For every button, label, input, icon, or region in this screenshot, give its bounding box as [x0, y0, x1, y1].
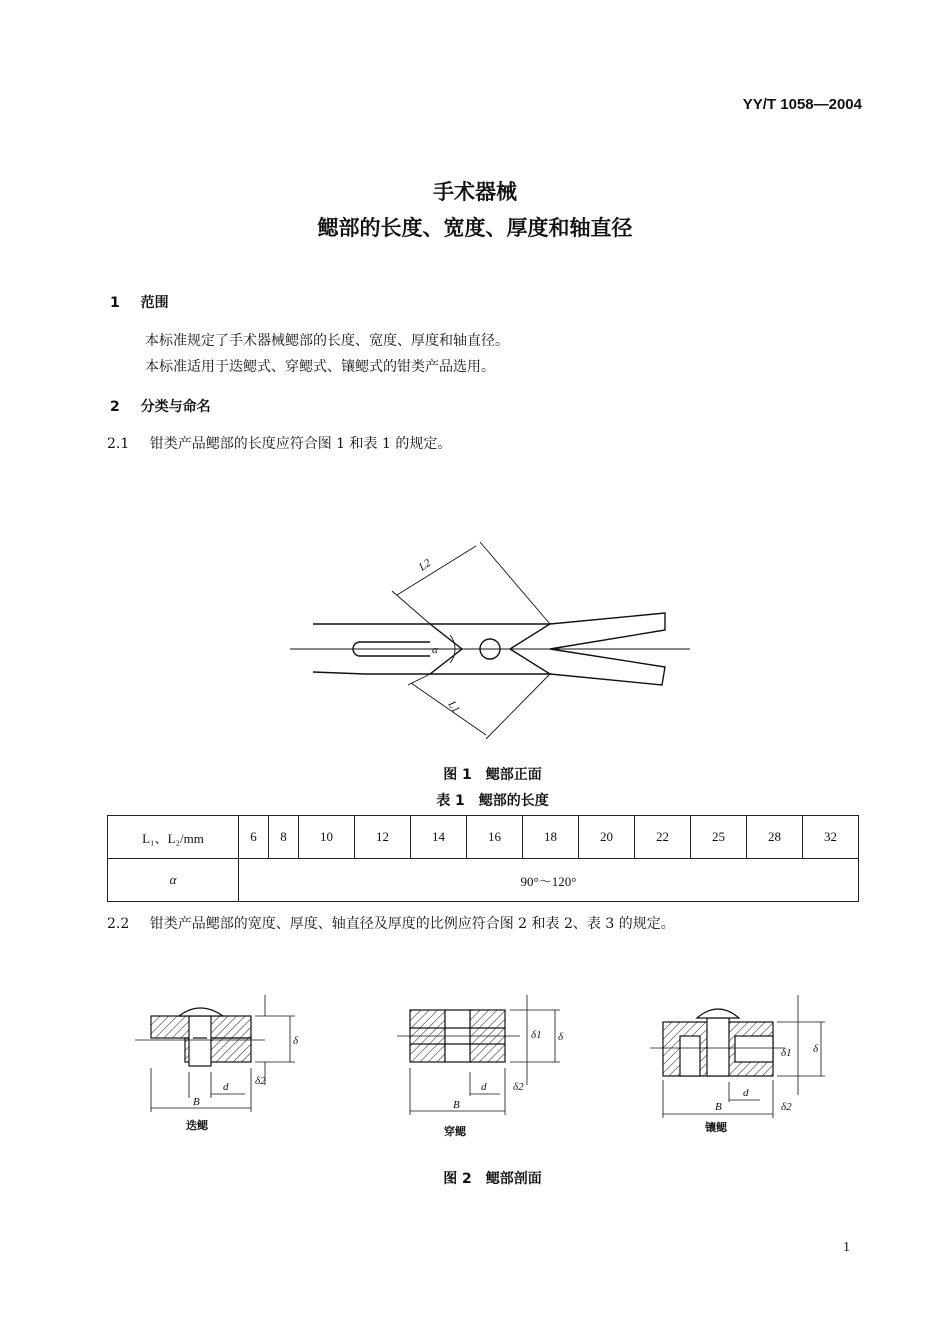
- table-cell: 25: [691, 816, 747, 859]
- table-1-caption: 表 1 鳃部的长度: [436, 793, 549, 809]
- dim-delta: δ: [293, 1035, 299, 1047]
- box-joint-section: [397, 995, 560, 1115]
- section-2-heading: [110, 396, 211, 416]
- subfigure-caption: 迭鳃: [186, 1119, 208, 1132]
- subfigure-caption: 穿鳃: [444, 1125, 466, 1138]
- paragraph: 本标准适用于迭鳃式、穿鳃式、镶鳃式的钳类产品选用。: [145, 359, 495, 375]
- subfigure-caption: 镶鳃: [705, 1121, 727, 1134]
- document-title: 手术器械: [433, 180, 517, 204]
- dim-d: d: [481, 1081, 487, 1093]
- table-1: [107, 815, 859, 902]
- clause-text: 钳类产品鳃部的宽度、厚度、轴直径及厚度的比例应符合图 2 和表 2、表 3 的规定。: [149, 916, 675, 932]
- clause-text: 钳类产品鳃部的长度应符合图 1 和表 1 的规定。: [149, 436, 452, 452]
- clause-number: 2.2: [107, 916, 130, 932]
- table-cell: 12: [355, 816, 411, 859]
- dim-delta2: δ2: [513, 1081, 524, 1093]
- clause-2-2: [107, 913, 675, 933]
- dim-delta: δ: [558, 1031, 564, 1043]
- row-header: L₁、L₂/mm: [108, 816, 239, 859]
- document-subtitle: 鳃部的长度、宽度、厚度和轴直径: [317, 216, 633, 240]
- dim-b: B: [453, 1099, 460, 1111]
- dim-delta1: δ1: [531, 1029, 542, 1041]
- dim-d: d: [743, 1087, 749, 1099]
- dim-b: B: [715, 1101, 722, 1113]
- table-cell: 22: [635, 816, 691, 859]
- page-number: 1: [843, 1240, 850, 1255]
- dim-b: B: [193, 1096, 200, 1108]
- table-row: [108, 859, 859, 902]
- dim-delta: δ: [813, 1043, 819, 1055]
- clause-number: 2.1: [107, 436, 130, 452]
- dim-d: d: [223, 1081, 229, 1093]
- section-number: 1: [110, 295, 120, 311]
- figure-2-drawing: [135, 990, 855, 1140]
- inlay-joint-section: [650, 995, 825, 1118]
- section-number: 2: [110, 399, 120, 415]
- table-row: [108, 816, 859, 859]
- dim-delta2: δ2: [255, 1075, 266, 1087]
- table-cell: 90°～120°: [239, 859, 859, 902]
- row-header: α: [108, 859, 239, 902]
- figure-1-caption: 图 1 鳃部正面: [443, 767, 542, 783]
- table-cell: 20: [579, 816, 635, 859]
- section-title: 范围: [140, 295, 169, 311]
- section-title: 分类与命名: [140, 399, 211, 415]
- table-cell: 32: [803, 816, 859, 859]
- l2-dimension-line: [397, 546, 476, 595]
- paragraph: 本标准规定了手术器械鳃部的长度、宽度、厚度和轴直径。: [145, 333, 509, 349]
- standard-number: YY/T 1058—2004: [742, 96, 862, 113]
- table-cell: 18: [523, 816, 579, 859]
- l1-label: L1: [445, 698, 463, 716]
- figure-1-drawing: [280, 525, 700, 745]
- table-cell: 10: [299, 816, 355, 859]
- l2-label: L2: [416, 556, 434, 574]
- table-cell: 8: [269, 816, 299, 859]
- alpha-label: α: [432, 644, 438, 656]
- section-1-heading: [110, 292, 169, 312]
- dim-delta1: δ1: [781, 1047, 792, 1059]
- lap-joint-section: [135, 995, 295, 1112]
- table-cell: 6: [239, 816, 269, 859]
- clause-2-1: [107, 433, 451, 453]
- table-cell: 16: [467, 816, 523, 859]
- table-cell: 28: [747, 816, 803, 859]
- figure-2-caption: 图 2 鳃部剖面: [443, 1171, 542, 1187]
- table-cell: 14: [411, 816, 467, 859]
- dim-delta2: δ2: [781, 1101, 792, 1113]
